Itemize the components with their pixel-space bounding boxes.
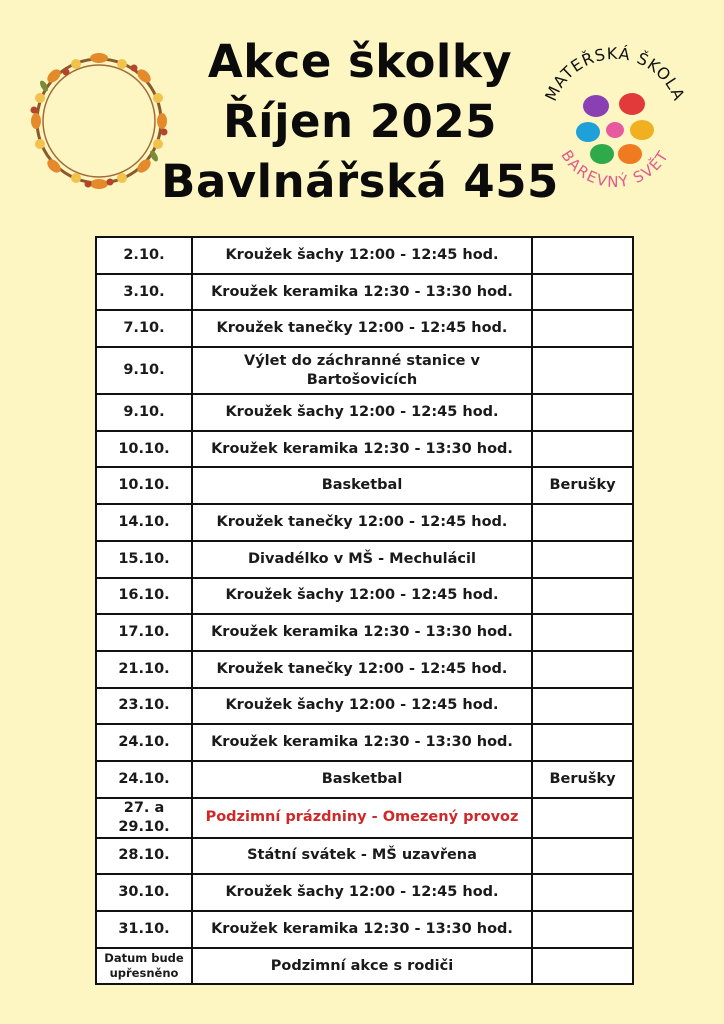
group-cell: Berušky — [532, 467, 633, 504]
group-cell — [532, 724, 633, 761]
event-cell-highlighted: Podzimní prázdniny - Omezený provoz — [192, 798, 532, 838]
table-row — [96, 394, 633, 431]
event-cell: Kroužek keramika 12:30 - 13:30 hod. — [192, 911, 532, 948]
table-row — [96, 838, 633, 875]
table-row — [96, 310, 633, 347]
table-row — [96, 504, 633, 541]
svg-text:BAREVNÝ SVĚT — [557, 147, 672, 191]
date-cell: 15.10. — [96, 541, 192, 578]
event-cell: Podzimní akce s rodiči — [192, 948, 532, 985]
group-cell — [532, 578, 633, 615]
title-line-1: Akce školky — [207, 35, 513, 88]
event-cell: Kroužek tanečky 12:00 - 12:45 hod. — [192, 651, 532, 688]
page-title — [140, 32, 580, 212]
logo-top-text: MATEŘSKÁ ŠKOLA — [541, 44, 689, 104]
event-cell: Kroužek keramika 12:30 - 13:30 hod. — [192, 431, 532, 468]
date-cell: 9.10. — [96, 394, 192, 431]
group-cell — [532, 431, 633, 468]
table-row — [96, 578, 633, 615]
table-row — [96, 237, 633, 274]
date-cell: 28.10. — [96, 838, 192, 875]
date-cell: 10.10. — [96, 431, 192, 468]
date-cell: 24.10. — [96, 724, 192, 761]
date-cell: 2.10. — [96, 237, 192, 274]
group-cell — [532, 948, 633, 985]
table-row — [96, 688, 633, 725]
table-row — [96, 874, 633, 911]
event-cell: Divadélko v MŠ - Mechulácil — [192, 541, 532, 578]
title-line-2: Říjen 2025 — [223, 95, 497, 148]
date-cell: Datum bude upřesněno — [96, 948, 192, 985]
event-cell: Kroužek šachy 12:00 - 12:45 hod. — [192, 578, 532, 615]
logo-bottom-text: BAREVNÝ SVĚT — [557, 146, 673, 192]
date-cell: 30.10. — [96, 874, 192, 911]
group-cell — [532, 274, 633, 311]
table-row — [96, 651, 633, 688]
group-cell — [532, 504, 633, 541]
group-cell — [532, 394, 633, 431]
group-cell — [532, 651, 633, 688]
event-cell: Kroužek šachy 12:00 - 12:45 hod. — [192, 237, 532, 274]
date-cell: 27. a 29.10. — [96, 798, 192, 838]
table-row — [96, 724, 633, 761]
table-row — [96, 798, 633, 838]
table-row — [96, 614, 633, 651]
title-line-3: Bavlnářská 455 — [161, 155, 559, 208]
event-cell: Kroužek šachy 12:00 - 12:45 hod. — [192, 394, 532, 431]
event-cell: Kroužek tanečky 12:00 - 12:45 hod. — [192, 504, 532, 541]
event-cell: Kroužek keramika 12:30 - 13:30 hod. — [192, 274, 532, 311]
table-row — [96, 347, 633, 394]
group-cell — [532, 347, 633, 394]
date-cell: 16.10. — [96, 578, 192, 615]
group-cell — [532, 310, 633, 347]
table-row — [96, 948, 633, 985]
group-cell — [532, 911, 633, 948]
date-cell: 14.10. — [96, 504, 192, 541]
event-cell: Kroužek keramika 12:30 - 13:30 hod. — [192, 614, 532, 651]
table-row — [96, 541, 633, 578]
group-cell — [532, 614, 633, 651]
svg-text:MATEŘSKÁ ŠKOLA — [541, 44, 689, 104]
group-cell — [532, 541, 633, 578]
event-cell: Basketbal — [192, 761, 532, 798]
date-cell: 23.10. — [96, 688, 192, 725]
event-cell: Státní svátek - MŠ uzavřena — [192, 838, 532, 875]
group-cell — [532, 798, 633, 838]
schedule-table — [95, 236, 634, 985]
date-cell: 17.10. — [96, 614, 192, 651]
date-cell: 10.10. — [96, 467, 192, 504]
event-cell: Výlet do záchranné stanice v Bartošovicích — [192, 347, 532, 394]
table-row — [96, 274, 633, 311]
date-cell: 7.10. — [96, 310, 192, 347]
event-cell: Kroužek tanečky 12:00 - 12:45 hod. — [192, 310, 532, 347]
date-cell: 24.10. — [96, 761, 192, 798]
event-cell: Kroužek šachy 12:00 - 12:45 hod. — [192, 874, 532, 911]
date-cell: 9.10. — [96, 347, 192, 394]
date-cell: 3.10. — [96, 274, 192, 311]
hands-icon — [576, 93, 654, 164]
table-row — [96, 761, 633, 798]
date-cell: 31.10. — [96, 911, 192, 948]
date-cell: 21.10. — [96, 651, 192, 688]
group-cell — [532, 237, 633, 274]
event-cell: Kroužek keramika 12:30 - 13:30 hod. — [192, 724, 532, 761]
event-cell: Basketbal — [192, 467, 532, 504]
table-row — [96, 431, 633, 468]
table-row — [96, 467, 633, 504]
school-logo — [540, 44, 690, 204]
event-cell: Kroužek šachy 12:00 - 12:45 hod. — [192, 688, 532, 725]
group-cell — [532, 874, 633, 911]
group-cell — [532, 688, 633, 725]
group-cell: Berušky — [532, 761, 633, 798]
table-row — [96, 911, 633, 948]
group-cell — [532, 838, 633, 875]
